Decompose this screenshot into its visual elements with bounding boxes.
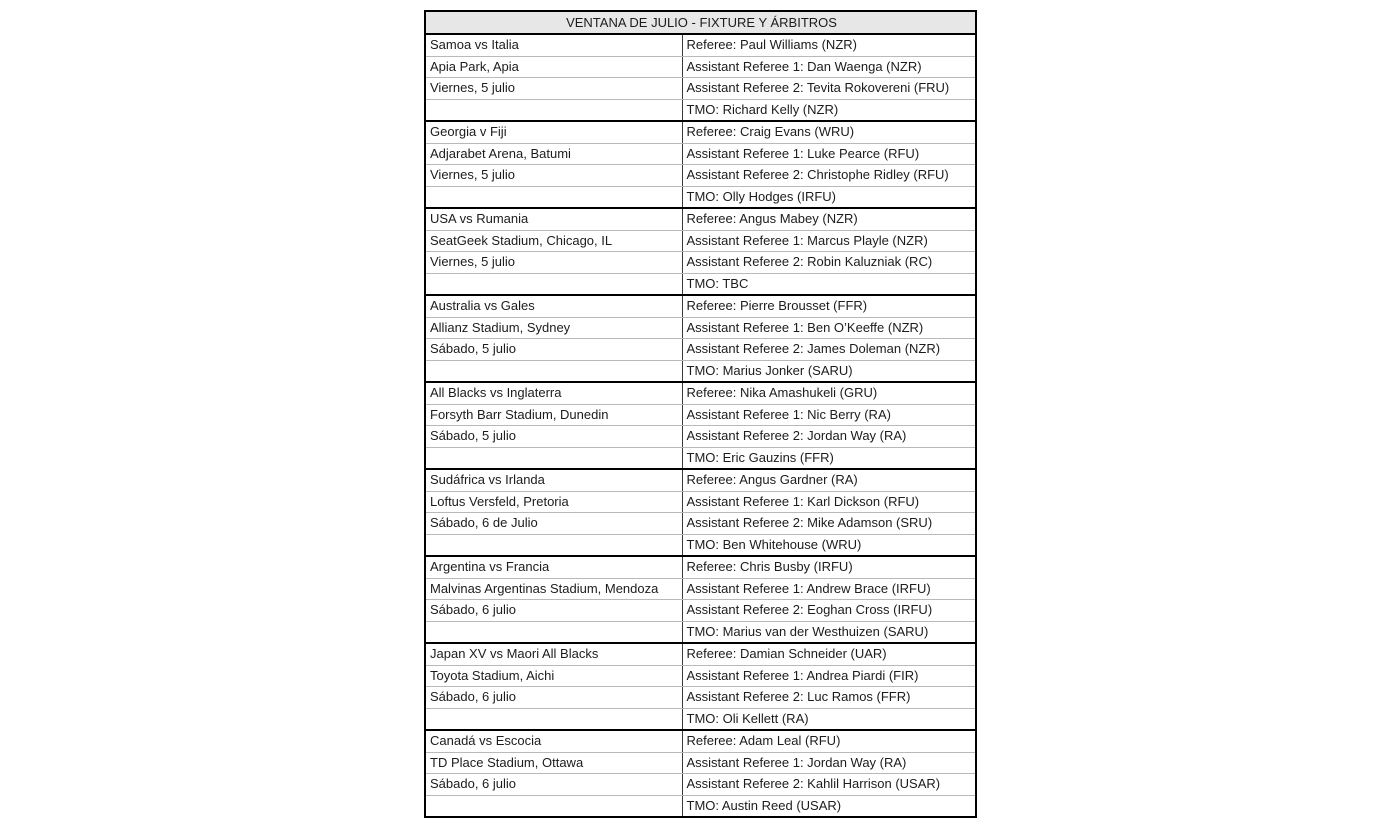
tmo: TMO: Eric Gauzins (FFR): [682, 447, 976, 469]
match-name: Canadá vs Escocia: [425, 730, 682, 752]
fixture-row: [425, 730, 976, 752]
fixture-row: [425, 687, 976, 709]
assistant-referee-1: Assistant Referee 1: Karl Dickson (RFU): [682, 491, 976, 513]
assistant-referee-1: Assistant Referee 1: Dan Waenga (NZR): [682, 56, 976, 78]
assistant-referee-1: Assistant Referee 1: Nic Berry (RA): [682, 404, 976, 426]
fixture-row: [425, 165, 976, 187]
tmo: TMO: Oli Kellett (RA): [682, 708, 976, 730]
referee: Referee: Craig Evans (WRU): [682, 121, 976, 143]
assistant-referee-1: Assistant Referee 1: Ben O’Keeffe (NZR): [682, 317, 976, 339]
fixture-row: [425, 121, 976, 143]
referee: Referee: Nika Amashukeli (GRU): [682, 382, 976, 404]
empty-cell: [425, 708, 682, 730]
fixture-row: [425, 469, 976, 491]
assistant-referee-2: Assistant Referee 2: Luc Ramos (FFR): [682, 687, 976, 709]
tmo: TMO: Marius Jonker (SARU): [682, 360, 976, 382]
fixture-row: [425, 143, 976, 165]
match-name: Australia vs Gales: [425, 295, 682, 317]
fixture-row: [425, 78, 976, 100]
match-date: Sábado, 6 julio: [425, 600, 682, 622]
fixture-row: [425, 513, 976, 535]
venue-name: Forsyth Barr Stadium, Dunedin: [425, 404, 682, 426]
referee: Referee: Chris Busby (IRFU): [682, 556, 976, 578]
tmo: TMO: TBC: [682, 273, 976, 295]
empty-cell: [425, 360, 682, 382]
assistant-referee-2: Assistant Referee 2: Christophe Ridley (RFU): [682, 165, 976, 187]
match-name: Sudáfrica vs Irlanda: [425, 469, 682, 491]
referee: Referee: Angus Gardner (RA): [682, 469, 976, 491]
venue-name: Adjarabet Arena, Batumi: [425, 143, 682, 165]
venue-name: Allianz Stadium, Sydney: [425, 317, 682, 339]
venue-name: Loftus Versfeld, Pretoria: [425, 491, 682, 513]
assistant-referee-2: Assistant Referee 2: Eoghan Cross (IRFU): [682, 600, 976, 622]
assistant-referee-1: Assistant Referee 1: Luke Pearce (RFU): [682, 143, 976, 165]
referee: Referee: Paul Williams (NZR): [682, 34, 976, 56]
match-name: Samoa vs Italia: [425, 34, 682, 56]
fixture-row: [425, 339, 976, 361]
assistant-referee-2: Assistant Referee 2: Robin Kaluzniak (RC): [682, 252, 976, 274]
table-header-row: [425, 11, 976, 34]
empty-cell: [425, 621, 682, 643]
match-date: Sábado, 5 julio: [425, 426, 682, 448]
tmo: TMO: Marius van der Westhuizen (SARU): [682, 621, 976, 643]
assistant-referee-1: Assistant Referee 1: Jordan Way (RA): [682, 752, 976, 774]
fixture-row: [425, 578, 976, 600]
fixture-row: [425, 99, 976, 121]
fixture-row: [425, 795, 976, 817]
fixture-row: [425, 252, 976, 274]
match-date: Sábado, 5 julio: [425, 339, 682, 361]
match-date: Sábado, 6 de Julio: [425, 513, 682, 535]
fixture-row: [425, 273, 976, 295]
fixture-row: [425, 665, 976, 687]
venue-name: TD Place Stadium, Ottawa: [425, 752, 682, 774]
fixture-row: [425, 34, 976, 56]
referee: Referee: Pierre Brousset (FFR): [682, 295, 976, 317]
fixture-row: [425, 752, 976, 774]
venue-name: SeatGeek Stadium, Chicago, IL: [425, 230, 682, 252]
fixture-row: [425, 774, 976, 796]
empty-cell: [425, 534, 682, 556]
fixture-row: [425, 491, 976, 513]
fixture-row: [425, 447, 976, 469]
assistant-referee-2: Assistant Referee 2: Mike Adamson (SRU): [682, 513, 976, 535]
table-title: VENTANA DE JULIO - FIXTURE Y ÁRBITROS: [425, 11, 976, 34]
fixture-row: [425, 208, 976, 230]
fixture-row: [425, 404, 976, 426]
match-name: Georgia v Fiji: [425, 121, 682, 143]
match-name: Argentina vs Francia: [425, 556, 682, 578]
empty-cell: [425, 99, 682, 121]
match-name: USA vs Rumania: [425, 208, 682, 230]
match-date: Viernes, 5 julio: [425, 78, 682, 100]
tmo: TMO: Ben Whitehouse (WRU): [682, 534, 976, 556]
empty-cell: [425, 186, 682, 208]
assistant-referee-2: Assistant Referee 2: Tevita Rokovereni (FRU): [682, 78, 976, 100]
fixture-row: [425, 556, 976, 578]
match-name: All Blacks vs Inglaterra: [425, 382, 682, 404]
empty-cell: [425, 273, 682, 295]
fixture-row: [425, 56, 976, 78]
venue-name: Toyota Stadium, Aichi: [425, 665, 682, 687]
assistant-referee-1: Assistant Referee 1: Andrea Piardi (FIR): [682, 665, 976, 687]
tmo: TMO: Richard Kelly (NZR): [682, 99, 976, 121]
referee: Referee: Adam Leal (RFU): [682, 730, 976, 752]
venue-name: Malvinas Argentinas Stadium, Mendoza: [425, 578, 682, 600]
fixture-row: [425, 295, 976, 317]
fixture-row: [425, 186, 976, 208]
fixture-row: [425, 600, 976, 622]
match-date: Viernes, 5 julio: [425, 252, 682, 274]
match-date: Sábado, 6 julio: [425, 687, 682, 709]
tmo: TMO: Austin Reed (USAR): [682, 795, 976, 817]
fixture-row: [425, 382, 976, 404]
fixture-row: [425, 643, 976, 665]
fixture-row: [425, 534, 976, 556]
referee: Referee: Damian Schneider (UAR): [682, 643, 976, 665]
assistant-referee-2: Assistant Referee 2: James Doleman (NZR): [682, 339, 976, 361]
fixture-row: [425, 360, 976, 382]
venue-name: Apia Park, Apia: [425, 56, 682, 78]
fixture-row: [425, 426, 976, 448]
fixture-row: [425, 708, 976, 730]
fixture-body: [425, 34, 976, 817]
match-name: Japan XV vs Maori All Blacks: [425, 643, 682, 665]
tmo: TMO: Olly Hodges (IRFU): [682, 186, 976, 208]
referee: Referee: Angus Mabey (NZR): [682, 208, 976, 230]
match-date: Viernes, 5 julio: [425, 165, 682, 187]
fixture-table: [424, 10, 977, 818]
empty-cell: [425, 795, 682, 817]
fixture-row: [425, 621, 976, 643]
fixture-row: [425, 317, 976, 339]
assistant-referee-1: Assistant Referee 1: Marcus Playle (NZR): [682, 230, 976, 252]
empty-cell: [425, 447, 682, 469]
assistant-referee-2: Assistant Referee 2: Jordan Way (RA): [682, 426, 976, 448]
fixture-row: [425, 230, 976, 252]
assistant-referee-2: Assistant Referee 2: Kahlil Harrison (USAR): [682, 774, 976, 796]
match-date: Sábado, 6 julio: [425, 774, 682, 796]
assistant-referee-1: Assistant Referee 1: Andrew Brace (IRFU): [682, 578, 976, 600]
